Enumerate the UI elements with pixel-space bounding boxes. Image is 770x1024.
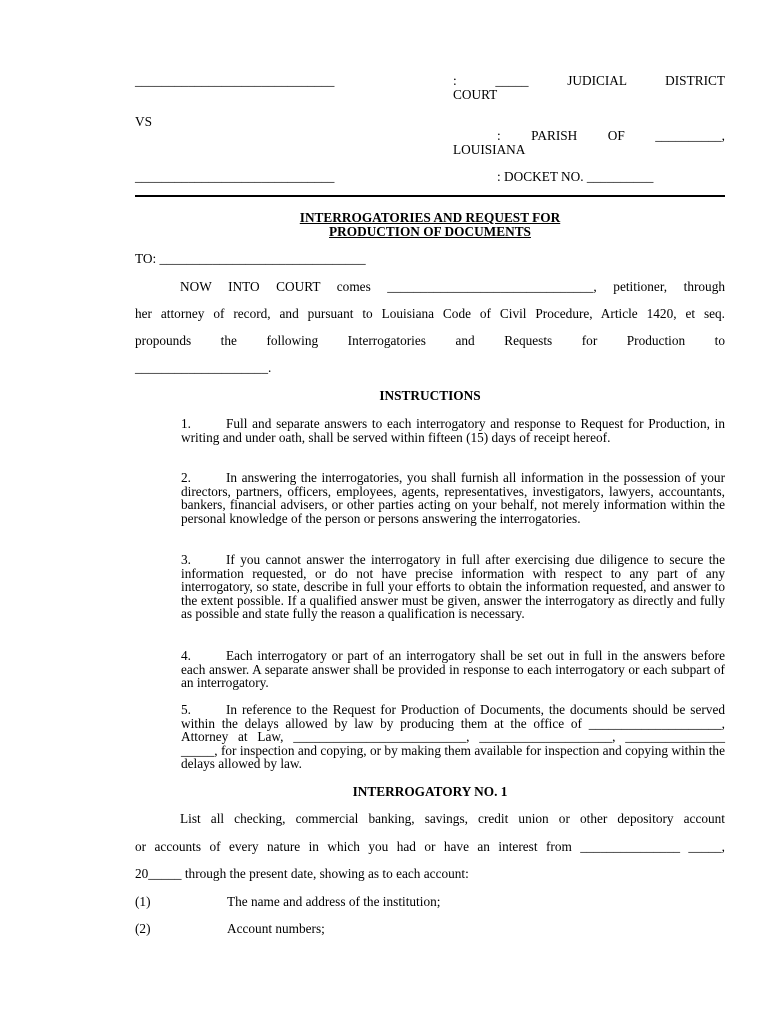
intro-line-1: NOW INTO COURT comes _______________________________, petitioner, through: [180, 279, 725, 294]
item-text: The name and address of the institution;: [227, 894, 441, 909]
instruction-text: Full and separate answers to each interrogatory and response to Request for Production, in writing and under oath, shall be served within fifteen (15) days of receipt hereof.: [181, 416, 725, 445]
intro-line-3: propounds the following Interrogatories and Requests for Production to: [135, 333, 725, 348]
item-number: (1): [135, 894, 151, 909]
instruction-number: 4.: [181, 648, 191, 663]
parish-line-1: : PARISH OF __________,: [497, 128, 725, 143]
intro-line-4: ____________________.: [135, 360, 272, 375]
instruction-number: 3.: [181, 552, 191, 567]
defendant-blank: ______________________________: [135, 169, 335, 184]
interrogatory-heading: INTERROGATORY NO. 1: [352, 784, 508, 799]
intro-line-2: her attorney of record, and pursuant to Louisiana Code of Civil Procedure, Article 1420, et seq.: [135, 306, 725, 321]
item-text: Account numbers;: [227, 921, 325, 936]
document-title-line-2: PRODUCTION OF DOCUMENTS: [329, 224, 531, 239]
instruction-number: 5.: [181, 702, 191, 717]
instruction-5: [181, 703, 725, 771]
item-number: (2): [135, 921, 151, 936]
docket-number: : DOCKET NO. __________: [497, 169, 654, 184]
court-line-2: COURT: [453, 87, 498, 102]
vs-label: VS: [135, 114, 152, 129]
instruction-number: 1.: [181, 416, 191, 431]
parish-line-2: LOUISIANA: [453, 142, 526, 157]
to-line: TO: _______________________________: [135, 251, 366, 266]
plaintiff-blank: ______________________________: [135, 73, 335, 88]
interrogatory-line-1: List all checking, commercial banking, savings, credit union or other depository account: [180, 811, 725, 826]
instruction-4: [181, 649, 725, 690]
instruction-text: In answering the interrogatories, you shall furnish all information in the possession of your directors, partners, officers, employees, agents, representatives, investigators, lawyers, accountants, bankers, financial advisers, or other parties acting on your behalf, not merely information within the personal knowledge of the person or persons answering the interrogatories.: [181, 470, 725, 526]
instruction-number: 2.: [181, 470, 191, 485]
instruction-text: In reference to the Request for Production of Documents, the documents should be served within the delays allowed by law by producing them at the office of ____________________, Attorney at Law, __________________________, ____________________, _______________ _____, for inspection and copying, or by making them available for inspection and copying within the delays allowed by law.: [181, 702, 725, 772]
caption-divider: [135, 195, 725, 197]
interrogatory-line-3: 20_____ through the present date, showing as to each account:: [135, 866, 469, 881]
list-item: [135, 922, 325, 936]
document-title-line-1: INTERROGATORIES AND REQUEST FOR: [299, 210, 561, 225]
instruction-text: Each interrogatory or part of an interrogatory shall be set out in full in the answers before each answer. A separate answer shall be provided in response to each interrogatory or each subpart of an interrogatory.: [181, 648, 725, 691]
list-item: [135, 895, 440, 909]
instruction-3: [181, 553, 725, 621]
instruction-text: If you cannot answer the interrogatory in full after exercising due diligence to secure the information requested, or do not have precise information with respect to any part of any interrogatory, so state, describe in full your efforts to obtain the information requested, and answer to the extent possible. If a qualified answer must be given, answer the interrogatory as directly and fully as possible and state fully the reason a qualification is necessary.: [181, 552, 725, 622]
instructions-heading: INSTRUCTIONS: [379, 388, 481, 403]
court-line-1: : _____ JUDICIAL DISTRICT: [453, 73, 725, 88]
interrogatory-line-2: or accounts of every nature in which you had or have an interest from _______________ _____,: [135, 839, 725, 854]
instruction-1: [181, 417, 725, 444]
instruction-2: [181, 471, 725, 525]
